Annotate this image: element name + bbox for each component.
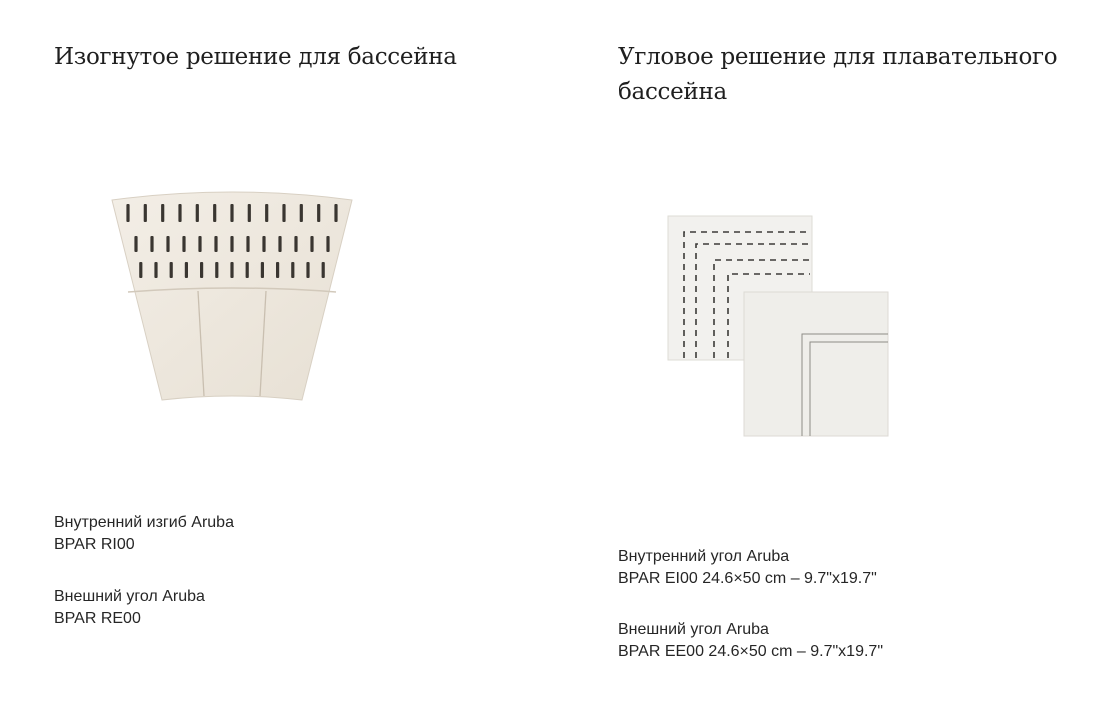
product-name: Внешний угол Aruba (618, 621, 769, 638)
grate-slot (126, 204, 129, 222)
spec-outer-corner (54, 586, 205, 630)
grate-slot (230, 262, 233, 278)
corner-solution-title: Угловое решение для плавательного бассейна (618, 44, 1058, 105)
grate-slot (200, 262, 203, 278)
product-name: Внешний угол Aruba (54, 588, 205, 605)
grate-slot (300, 204, 303, 222)
curved-solution-section (54, 0, 554, 704)
grate-slot (230, 236, 233, 252)
grate-slot (294, 236, 297, 252)
grate-slot (261, 262, 264, 278)
grate-slot (291, 262, 294, 278)
curved-solution-title: Изогнутое решение для бассейна (54, 44, 457, 70)
product-name: Внутренний угол Aruba (618, 548, 790, 565)
grate-slot (262, 236, 265, 252)
product-code: BPAR RE00 (54, 610, 141, 627)
grate-slot (144, 204, 147, 222)
grate-slot (213, 204, 216, 222)
grate-slot (166, 236, 169, 252)
grate-slot (310, 236, 313, 252)
grate-slot (214, 236, 217, 252)
grate-slot (154, 262, 157, 278)
product-code: BPAR RI00 (54, 536, 135, 553)
grate-slot (276, 262, 279, 278)
grate-slot (265, 204, 268, 222)
grate-slot (334, 204, 337, 222)
grate-slot (196, 204, 199, 222)
spec-inner-corner (618, 546, 877, 590)
grate-slot (182, 236, 185, 252)
curved-pool-edge-image (106, 188, 358, 403)
grate-slot (185, 262, 188, 278)
grate-slot (246, 236, 249, 252)
product-code: BPAR EE00 24.6×50 cm – 9.7"x19.7" (618, 643, 883, 660)
grate-slot (134, 236, 137, 252)
grate-slot (178, 204, 181, 222)
grate-slot (139, 262, 142, 278)
grate-slot (150, 236, 153, 252)
grate-slot (198, 236, 201, 252)
grate-slot (215, 262, 218, 278)
grate-slot (326, 236, 329, 252)
grate-slot (161, 204, 164, 222)
spec-inner-bend (54, 512, 234, 556)
grate-slot (246, 262, 249, 278)
grate-slot (282, 204, 285, 222)
grate-slot (248, 204, 251, 222)
corner-solution-section (618, 0, 1078, 704)
grate-slot (306, 262, 309, 278)
spec-outer-corner-2 (618, 619, 883, 663)
grate-slot (278, 236, 281, 252)
corner-pool-edge-image (666, 212, 896, 442)
grate-slot (317, 204, 320, 222)
grate-slot (230, 204, 233, 222)
grate-slot (170, 262, 173, 278)
product-name: Внутренний изгиб Aruba (54, 514, 234, 531)
grate-slot (322, 262, 325, 278)
product-code: BPAR EI00 24.6×50 cm – 9.7"x19.7" (618, 570, 877, 587)
